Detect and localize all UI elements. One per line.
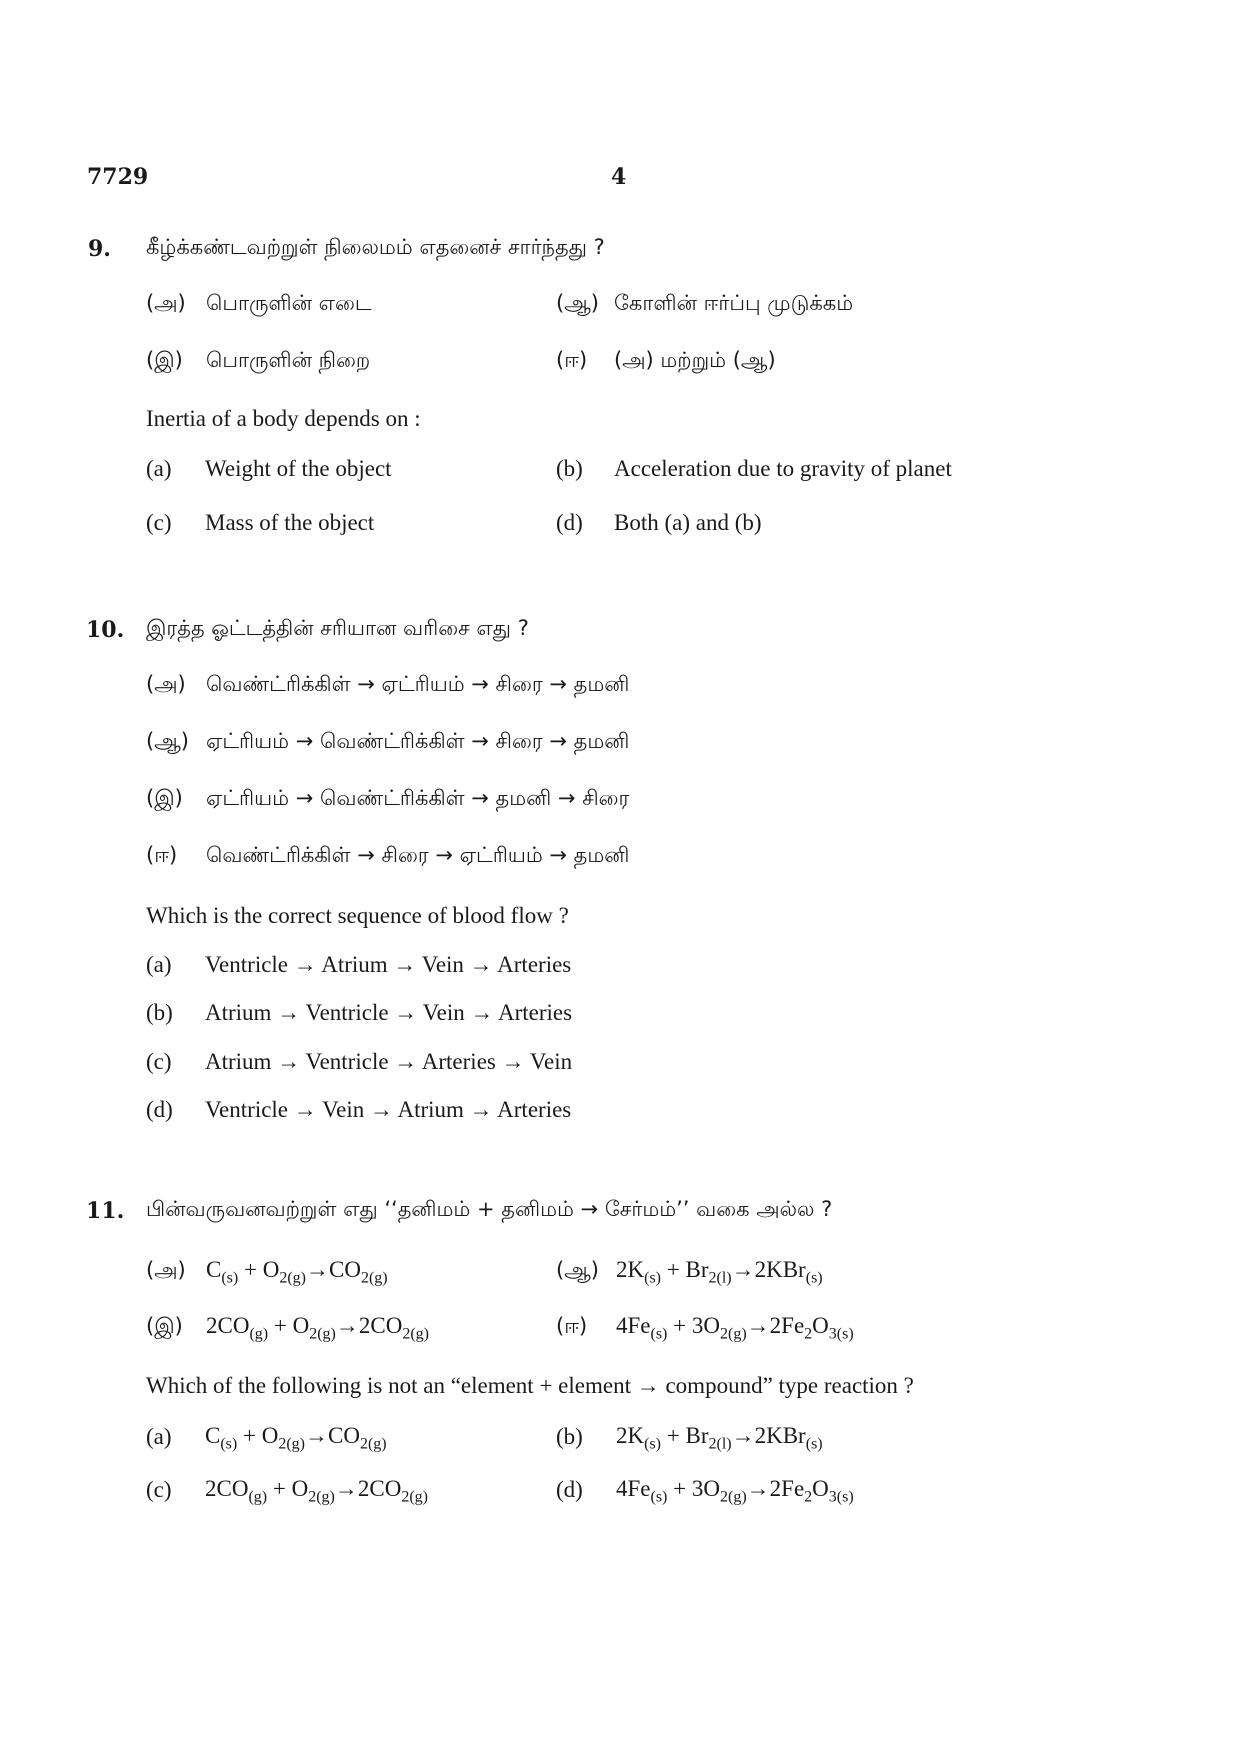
- option-marker: (d): [556, 510, 583, 535]
- option-marker: (b): [556, 1424, 583, 1449]
- option-text-tamil: ஏட்ரியம் → வெண்ட்ரிக்கிள் → தமனி → சிரை: [206, 786, 630, 810]
- option-marker: (d): [146, 1097, 173, 1122]
- question-text-tamil: இரத்த ஓட்டத்தின் சரியான வரிசை எது ?: [146, 616, 529, 640]
- equation-c: $2CO_{(g)} + O_{2(g)}\to 2CO_{2(g)}$: [206, 1313, 429, 1343]
- equation-a: $C_{(s)} + O_{2(g)}\to CO_{2(g)}$: [206, 1257, 388, 1287]
- option-text: Atrium → Ventricle → Vein → Arteries: [205, 1000, 573, 1025]
- option-marker: (c): [146, 1477, 172, 1502]
- paper-code: 7729: [87, 164, 149, 190]
- option-marker: (c): [146, 510, 172, 535]
- option-marker-tamil: (ஆ): [146, 729, 189, 753]
- question-number: 9.: [88, 236, 111, 262]
- option-text-tamil: பொருளின் நிறை: [206, 348, 371, 372]
- question-text-tamil: பின்வருவனவற்றுள் எது ‘‘தனிமம் + தனிமம் → சேர்மம்’’ வகை அல்ல ?: [146, 1197, 833, 1221]
- option-text-tamil: கோளின் ஈர்ப்பு முடுக்கம்: [614, 291, 854, 315]
- option-marker: (b): [146, 1000, 173, 1025]
- question-text-english: Inertia of a body depends on :: [146, 406, 421, 431]
- equation-b: $2K_{(s)} + Br_{2(l)}\to 2KBr_{(s)}$: [616, 1257, 823, 1287]
- equation-b-english: $2K_{(s)} + Br_{2(l)}\to 2KBr_{(s)}$: [616, 1423, 823, 1453]
- option-text: Acceleration due to gravity of planet: [614, 456, 952, 481]
- option-text-tamil: வெண்ட்ரிக்கிள் → சிரை → ஏட்ரியம் → தமனி: [206, 843, 630, 867]
- equation-c-english: $2CO_{(g)} + O_{2(g)}\to 2CO_{2(g)}$: [205, 1476, 428, 1506]
- equation-a-english: $C_{(s)} + O_{2(g)}\to CO_{2(g)}$: [205, 1423, 387, 1453]
- option-text-tamil: ஏட்ரியம் → வெண்ட்ரிக்கிள் → சிரை → தமனி: [206, 729, 630, 753]
- equation-d: $4Fe_{(s)} + 3O_{2(g)}\to 2Fe_2O_{3(s)}$: [616, 1313, 854, 1343]
- question-text-english: Which of the following is not an “element + element → compound” type reaction ?: [146, 1373, 914, 1398]
- option-marker-tamil: (ஈ): [556, 1314, 588, 1338]
- option-marker-tamil: (இ): [146, 786, 183, 810]
- option-marker-tamil: (ஈ): [556, 348, 588, 372]
- option-marker: (a): [146, 1424, 172, 1449]
- page-number: 4: [611, 164, 627, 190]
- option-marker: (c): [146, 1049, 172, 1074]
- question-number: 11.: [86, 1198, 125, 1224]
- option-marker-tamil: (ஈ): [146, 843, 178, 867]
- option-text: Both (a) and (b): [614, 510, 762, 535]
- option-marker-tamil: (அ): [146, 291, 186, 315]
- option-text: Atrium → Ventricle → Arteries → Vein: [205, 1049, 573, 1074]
- option-text-tamil: பொருளின் எடை: [206, 291, 372, 315]
- option-marker-tamil: (இ): [146, 348, 183, 372]
- equation-d-english: $4Fe_{(s)} + 3O_{2(g)}\to 2Fe_2O_{3(s)}$: [616, 1476, 854, 1506]
- option-marker: (a): [146, 952, 172, 977]
- option-marker: (d): [556, 1477, 583, 1502]
- question-text-english: Which is the correct sequence of blood flow ?: [146, 903, 569, 928]
- option-marker-tamil: (ஆ): [556, 291, 599, 315]
- option-marker-tamil: (அ): [146, 672, 186, 696]
- question-number: 10.: [86, 617, 125, 643]
- option-text: Ventricle → Atrium → Vein → Arteries: [205, 952, 572, 977]
- option-marker: (b): [556, 456, 583, 481]
- option-text-tamil: வெண்ட்ரிக்கிள் → ஏட்ரியம் → சிரை → தமனி: [206, 672, 630, 696]
- option-marker-tamil: (அ): [146, 1258, 186, 1282]
- question-text-tamil: கீழ்க்கண்டவற்றுள் நிலைமம் எதனைச் சார்ந்தது ?: [146, 235, 605, 259]
- option-marker-tamil: (ஆ): [556, 1258, 599, 1282]
- option-text: Ventricle → Vein → Atrium → Arteries: [205, 1097, 572, 1122]
- option-marker-tamil: (இ): [146, 1314, 183, 1338]
- option-text: Mass of the object: [205, 510, 375, 535]
- option-text-tamil: (அ) மற்றும் (ஆ): [614, 348, 776, 372]
- option-marker: (a): [146, 456, 172, 481]
- option-text: Weight of the object: [205, 456, 392, 481]
